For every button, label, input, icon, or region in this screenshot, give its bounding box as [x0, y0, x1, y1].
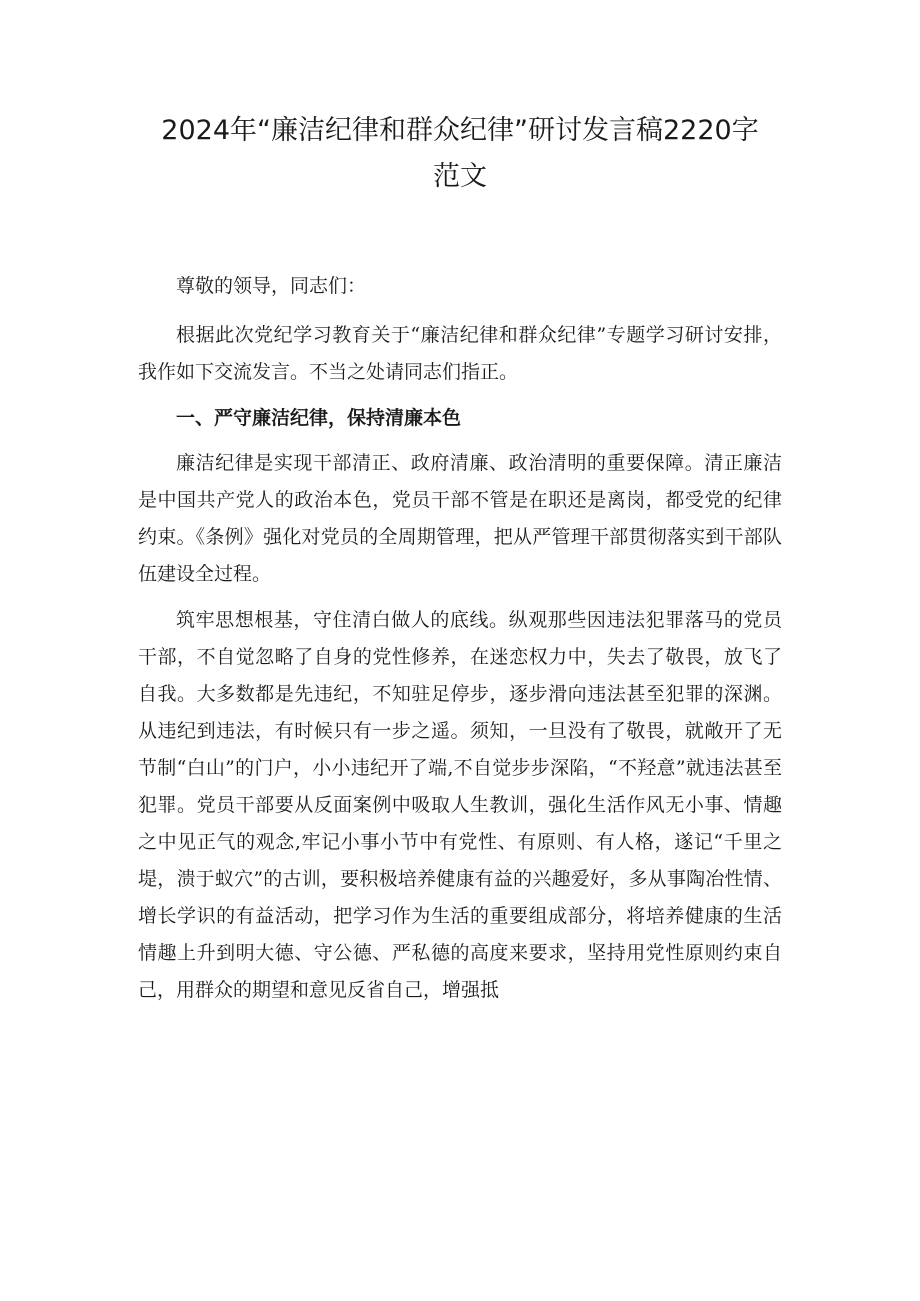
paragraph-1: 廉洁纪律是实现干部清正、政府清廉、政治清明的重要保障。清正廉洁是中国共产党人的政治本色，党员干部不管是在职还是离岗，都受党的纪律约束。《条例》强化对党员的全周期管理，把从严管理干部贯彻落实到干部队伍建设全过程。 [138, 452, 782, 585]
section-heading-1: 一、严守廉洁纪律，保持清廉本色 [176, 407, 462, 429]
title-line-2: 范文 [433, 161, 487, 192]
intro-paragraph: 根据此次党纪学习教育关于“廉洁纪律和群众纪律”专题学习研讨安排，我作如下交流发言。不当之处请同志们指正。 [138, 324, 782, 383]
paragraph-2: 筑牢思想根基，守住清白做人的底线。纵观那些因违法犯罪落马的党员干部，不自觉忽略了自身的党性修养，在迷恋权力中，失去了敬畏，放飞了自我。大多数都是先违纪，不知驻足停步，逐步滑向违法甚至犯罪的深渊。从违纪到违法，有时候只有一步之遥。须知，一旦没有了敬畏，就敞开了无节制“白山”的门户，小小违纪开了端,不自觉步步深陷，“不羟意”就违法甚至犯罪。党员干部要从反面案例中吸取人生教训，强化生活作风无小事、情趣之中见正气的观念,牢记小事小节中有党性、有原则、有人格，遂记“千里之堤，溃于蚁穴”的古训，要积极培养健康有益的兴趣爱好，多从事陶冶性情、增长学识的有益活动，把学习作为生活的重要组成部分，将培养健康的生活情趣上升到明大德、守公德、严私德的高度来要求，坚持用党性原则约束自己，用群众的期望和意见反省自己，增强抵 [138, 609, 782, 1001]
title-line-1: 2024年“廉洁纪律和群众纪律”研讨发言稿2220字 [161, 115, 759, 146]
salutation: 尊敬的领导，同志们： [176, 275, 367, 297]
document-title [138, 108, 782, 200]
